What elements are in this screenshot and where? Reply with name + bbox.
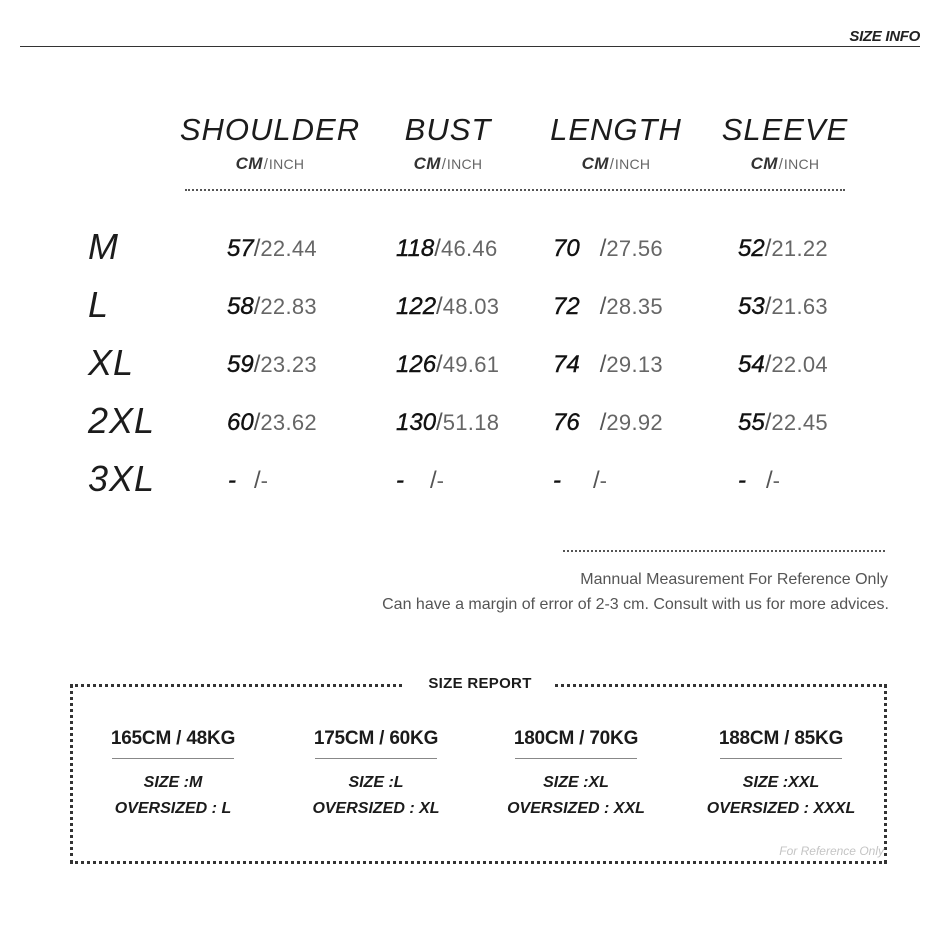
measurement-cell: 53/21.63 [738, 293, 828, 320]
header-dotted-divider [185, 189, 845, 191]
height-weight: 180CM / 70KG [513, 728, 639, 749]
measurement-cell: 130/51.18 [396, 409, 500, 436]
size-report-item [681, 728, 881, 818]
note-dotted-divider [563, 550, 885, 552]
column-title: SLEEVE [721, 112, 849, 147]
measurement-cell: - /- [738, 467, 781, 494]
measurement-cell: 58/22.83 [227, 293, 317, 320]
measurement-cell: 52/21.22 [738, 235, 828, 262]
measurement-cell: 55/22.45 [738, 409, 828, 436]
measurement-cell: - /- [396, 467, 445, 494]
reference-note: Mannual Measurement For Reference Only [580, 571, 888, 588]
size-report-item [276, 728, 476, 818]
size-label-2xl: 2XL [88, 400, 156, 441]
recommended-size: SIZE :XL [543, 774, 609, 791]
column-unit: CM/INCH [413, 154, 483, 173]
recommended-size: SIZE :M [143, 774, 203, 791]
size-report-item [73, 728, 273, 818]
measurement-cell: 54/22.04 [738, 351, 828, 378]
item-underline [720, 758, 842, 759]
height-weight: 165CM / 48KG [110, 728, 236, 749]
size-label-m: M [88, 226, 119, 267]
oversized-size: OVERSIZED : XXL [507, 800, 645, 817]
measurement-cell: - /- [228, 467, 269, 494]
column-unit: CM/INCH [750, 154, 820, 173]
measurement-cell: 122/48.03 [396, 293, 500, 320]
height-weight: 175CM / 60KG [313, 728, 439, 749]
margin-note: Can have a margin of error of 2-3 cm. Consult with us for more advices. [382, 596, 889, 613]
item-underline [515, 758, 637, 759]
measurement-cell: 126/49.61 [396, 351, 500, 378]
size-label-3xl: 3XL [88, 458, 156, 499]
recommended-size: SIZE :L [348, 774, 404, 791]
measurement-cell: 76 /29.92 [553, 409, 663, 436]
item-underline [112, 758, 234, 759]
measurement-cell: 72 /28.35 [553, 293, 663, 320]
oversized-size: OVERSIZED : L [114, 800, 232, 817]
size-report-title: SIZE REPORT [428, 675, 532, 692]
column-title: BUST [404, 112, 492, 147]
column-header-sleeve [685, 112, 885, 174]
recommended-size: SIZE :XXL [742, 774, 820, 791]
column-unit: CM/INCH [235, 154, 305, 173]
measurement-cell: 60/23.62 [227, 409, 317, 436]
oversized-size: OVERSIZED : XL [312, 800, 440, 817]
size-report-item [476, 728, 676, 818]
height-weight: 188CM / 85KG [718, 728, 844, 749]
measurement-cell: 74 /29.13 [553, 351, 663, 378]
reference-footnote: For Reference Only [779, 844, 884, 858]
column-unit: CM/INCH [581, 154, 651, 173]
measurement-cell: 118/46.46 [396, 235, 498, 262]
column-header-shoulder [170, 112, 370, 174]
measurement-cell: - /- [553, 467, 608, 494]
measurement-cell: 59/23.23 [227, 351, 317, 378]
oversized-size: OVERSIZED : XXXL [706, 800, 856, 817]
size-label-l: L [88, 284, 110, 325]
size-label-xl: XL [88, 342, 135, 383]
column-title: LENGTH [550, 112, 682, 147]
header-divider [20, 46, 920, 47]
measurement-cell: 70 /27.56 [553, 235, 663, 262]
item-underline [315, 758, 437, 759]
column-title: SHOULDER [179, 112, 361, 147]
section-title: SIZE INFO [849, 28, 920, 45]
measurement-cell: 57/22.44 [227, 235, 317, 262]
